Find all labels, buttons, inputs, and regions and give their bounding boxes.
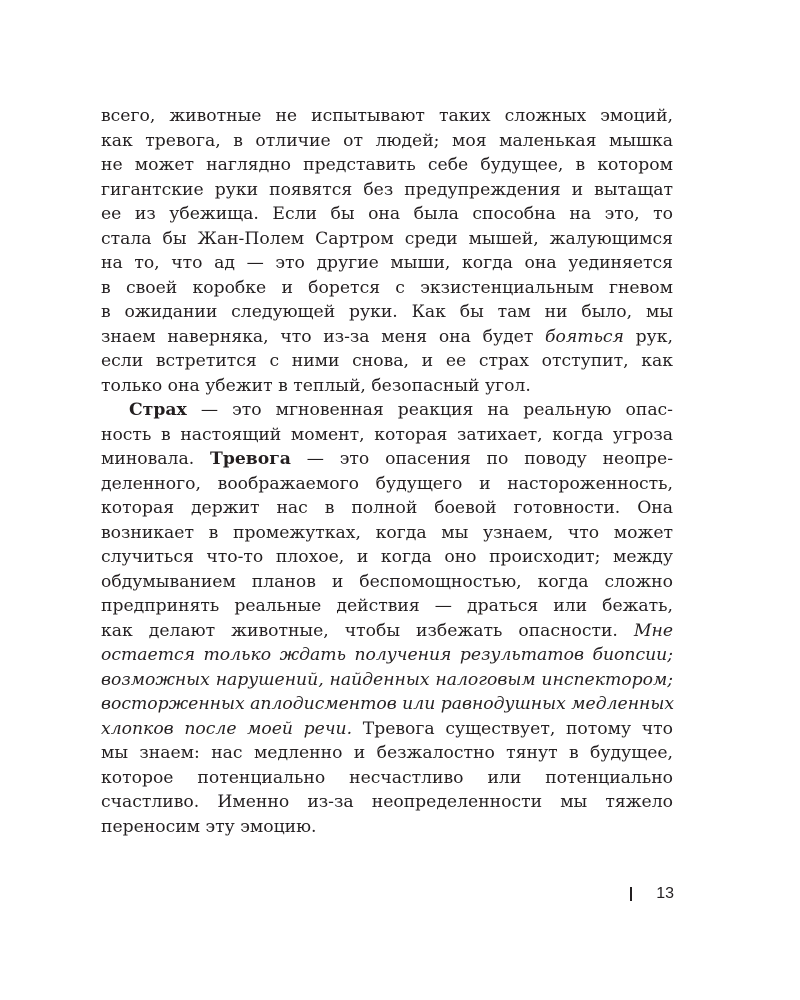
italic-emphasis: Мне	[633, 620, 673, 641]
italic-emphasis: восторженных аплодисментов или равнодушных медленных	[101, 694, 675, 714]
footer-separator	[630, 887, 632, 901]
text-line: предпринять реальные действия — драться или бежать,	[101, 596, 673, 616]
term-fear: Страх	[129, 400, 187, 420]
text-line: возникает в промежутках, когда мы узнаем, что может	[101, 522, 673, 543]
text-line	[101, 325, 673, 350]
page-text	[101, 104, 673, 839]
page-number: 13	[656, 885, 674, 902]
text-run: знаем наверняка, что из-за меня она будет	[101, 326, 546, 347]
text-line: случиться что-то плохое, и когда оно происходит; между	[101, 547, 673, 567]
page-footer	[620, 882, 674, 906]
text-line: счастливо. Именно из-за неопределенности мы тяжело	[101, 792, 673, 812]
text-line: только она убежит в теплый, безопасный угол.	[101, 375, 531, 396]
italic-emphasis: возможных нарушений, найденных налоговым инспектором;	[101, 669, 673, 690]
text-line: ность в настоящий момент, которая затихает, когда угроза	[101, 424, 673, 445]
text-line: всего, животные не испытывают таких сложных эмоций,	[101, 106, 673, 126]
text-line: которое потенциально несчастливо или потенциально	[101, 767, 673, 788]
text-line	[101, 668, 673, 693]
text-line	[101, 619, 673, 644]
text-line	[101, 717, 673, 742]
text-line	[101, 447, 673, 472]
text-run: Тревога существует, потому что	[352, 718, 673, 739]
text-run: рук,	[623, 326, 673, 347]
text-line: стала бы Жан-Полем Сартром среди мышей, жалующимся	[101, 228, 673, 249]
text-line: на то, что ад — это другие мыши, когда она уединяется	[101, 253, 673, 273]
italic-emphasis: бояться	[545, 326, 624, 347]
text-line	[101, 692, 673, 717]
paragraph-2	[101, 398, 673, 839]
text-line: гигантские руки появятся без предупреждения и вытащат	[101, 179, 673, 200]
text-line: как тревога, в отличие от людей; моя маленькая мышка	[101, 130, 673, 151]
text-line: не может наглядно представить себе будущее, в котором	[101, 155, 673, 175]
text-line	[101, 398, 673, 423]
text-run: как делают животные, чтобы избежать опасности.	[101, 620, 634, 641]
text-line: которая держит нас в полной боевой готовности. Она	[101, 498, 673, 518]
text-line: деленного, воображаемого будущего и настороженность,	[101, 473, 673, 494]
text-run: миновала.	[101, 449, 211, 469]
text-line: в ожидании следующей руки. Как бы там ни было, мы	[101, 302, 673, 322]
text-line: ее из убежища. Если бы она была способна на это, то	[101, 204, 673, 224]
term-anxiety: Тревога	[210, 449, 291, 469]
text-line: обдумыванием планов и беспомощностью, когда сложно	[101, 571, 673, 592]
text-line: в своей коробке и борется с экзистенциальным гневом	[101, 277, 673, 298]
italic-emphasis: хлопков после моей речи.	[101, 718, 353, 739]
text-line: переносим эту эмоцию.	[101, 816, 317, 837]
paragraph-1	[101, 104, 673, 398]
text-line: если встретится с ними снова, и ее страх отступит, как	[101, 351, 673, 371]
text-run: — это мгновенная реакция на реальную опас-	[186, 400, 673, 420]
text-line: мы знаем: нас медленно и безжалостно тянут в будущее,	[101, 743, 673, 763]
text-run: — это опасения по поводу неопре-	[290, 449, 673, 469]
italic-emphasis: остается только ждать получения результатов биопсии;	[101, 645, 673, 665]
text-line	[101, 643, 673, 668]
